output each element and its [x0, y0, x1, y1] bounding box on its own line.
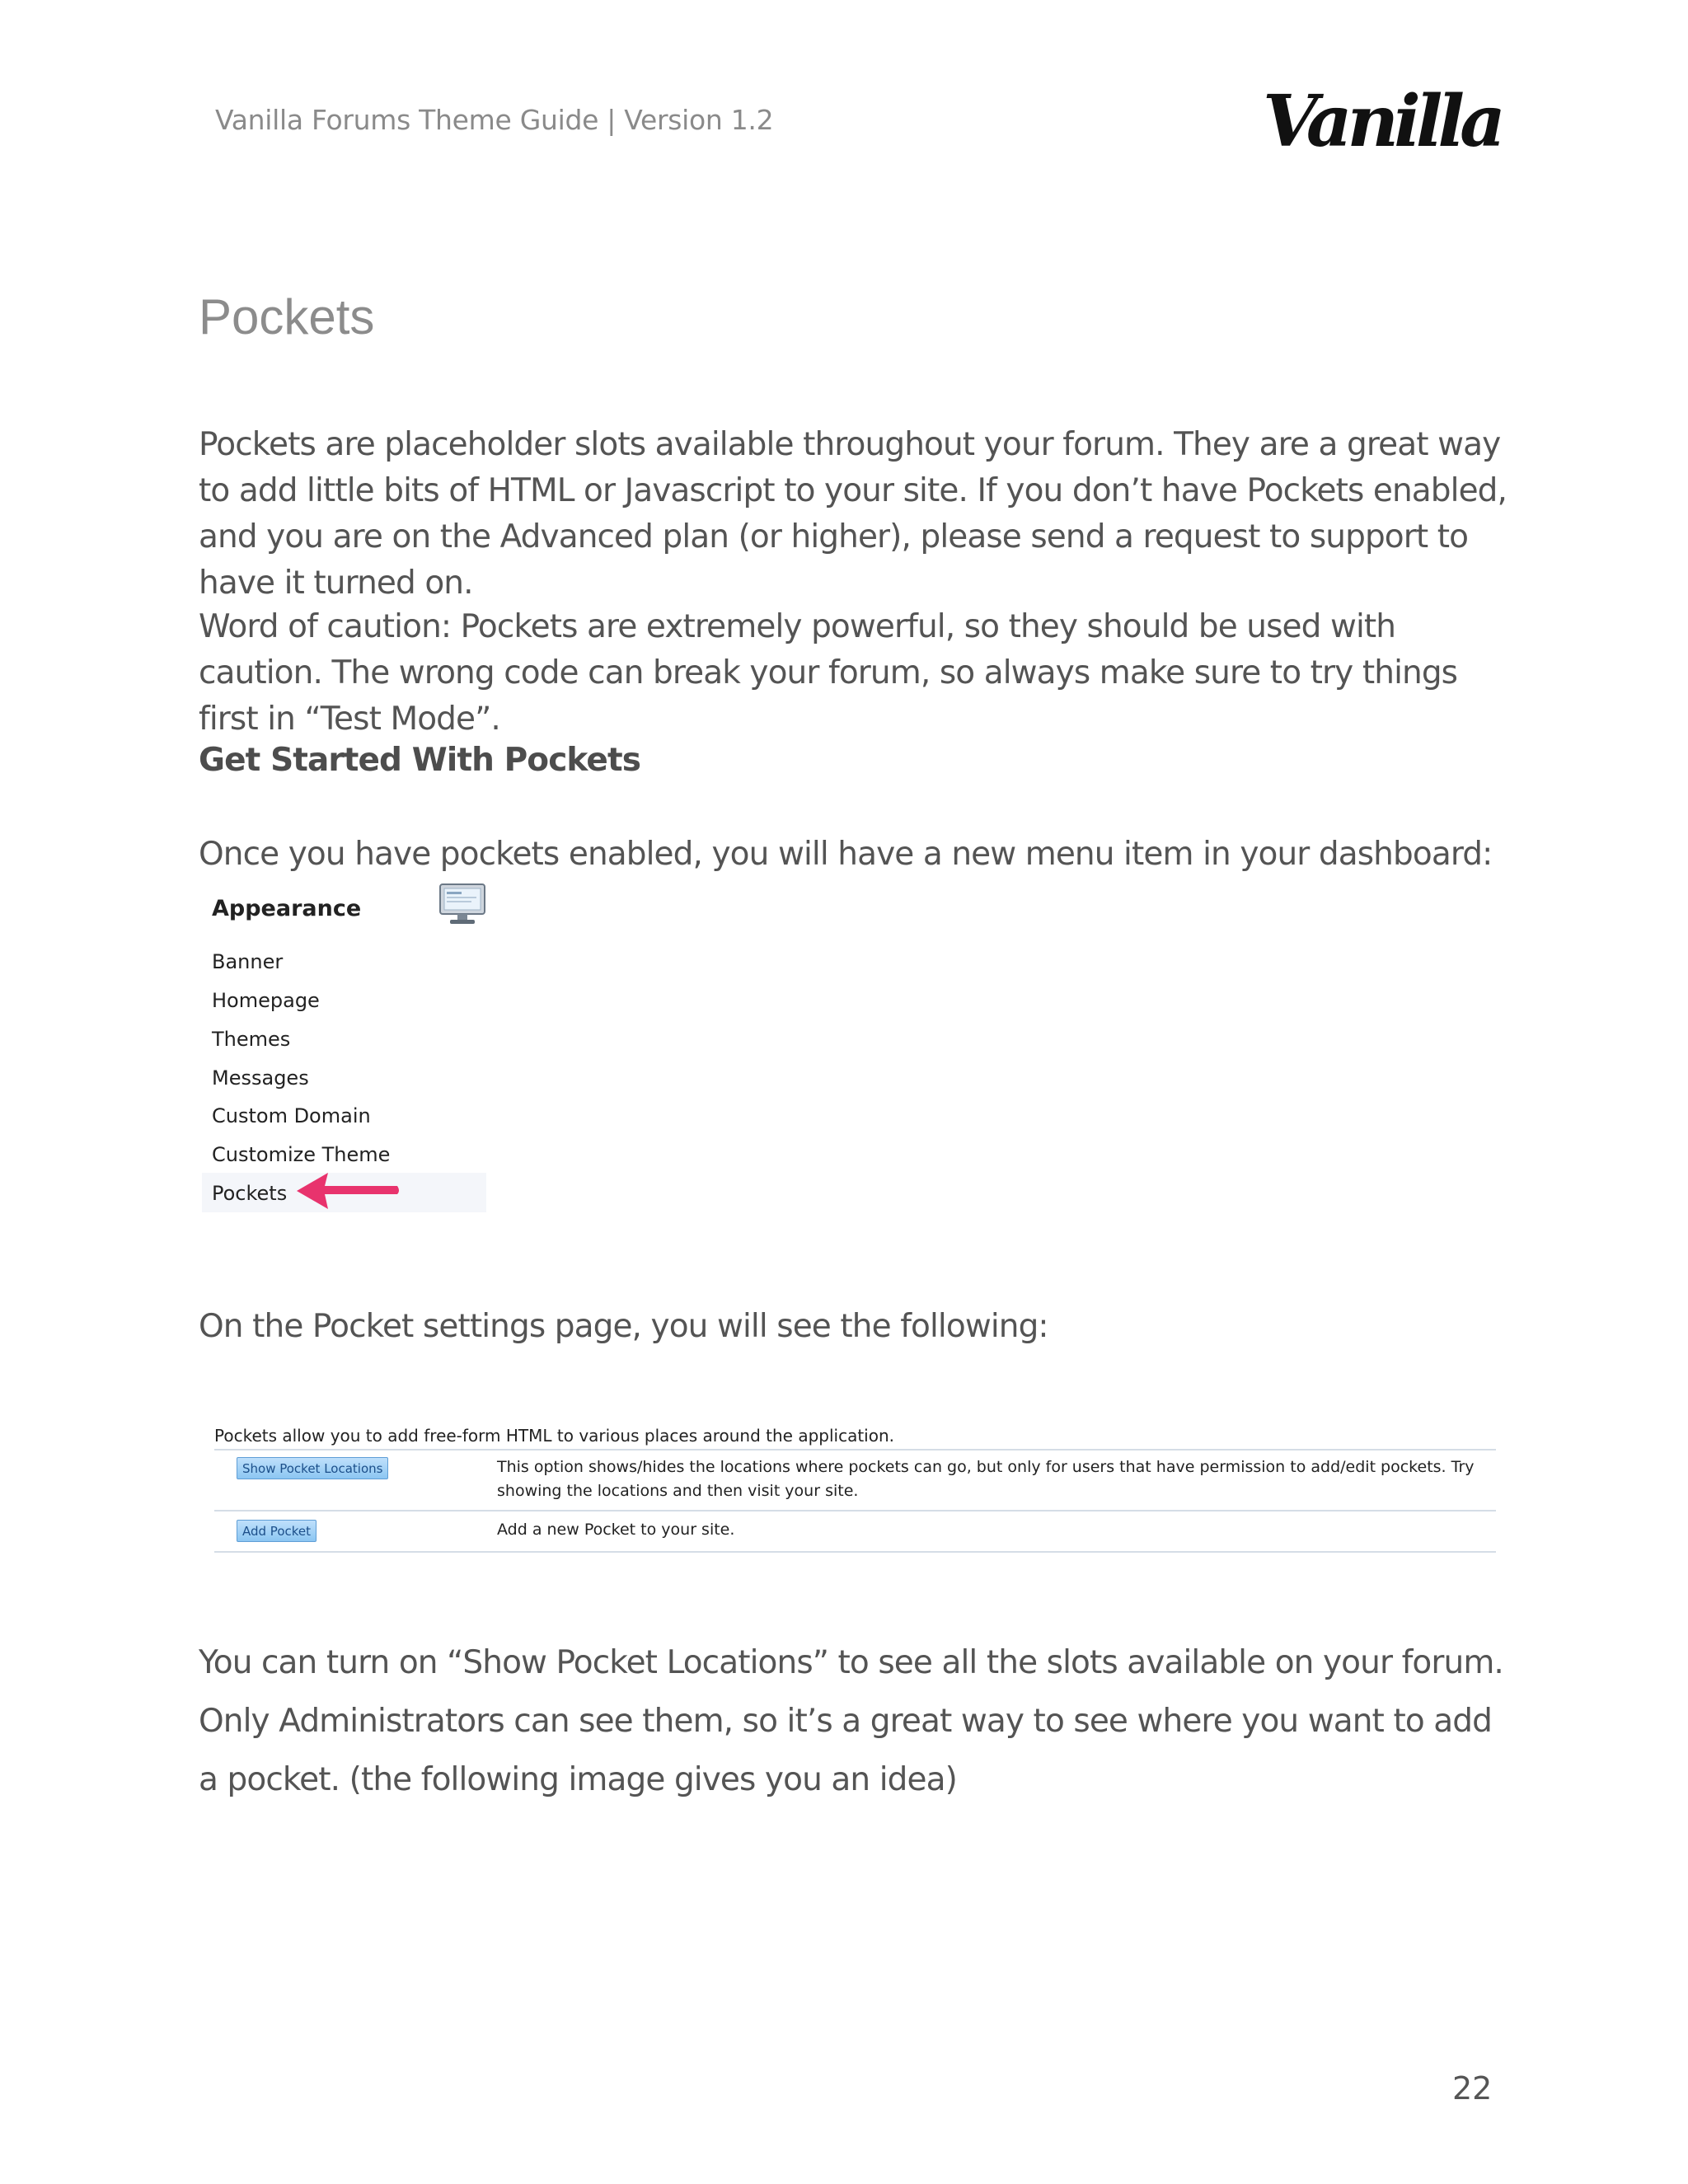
- menu-item-customize-theme[interactable]: Customize Theme: [212, 1143, 391, 1166]
- settings-intro-text: Pockets allow you to add free-form HTML to various places around the application.: [214, 1426, 895, 1446]
- menu-item-homepage[interactable]: Homepage: [212, 989, 320, 1012]
- show-pocket-locations-button[interactable]: Show Pocket Locations: [237, 1457, 388, 1479]
- show-locations-description: This option shows/hides the locations where pockets can go, but only for users that have permission to add/edit pockets. Try showing the locations and then visit your site.: [497, 1458, 1475, 1500]
- caution-paragraph: Word of caution: Pockets are extremely powerful, so they should be used with caution. The wrong code can break your forum, so always make sure to try things first in “Test Mode”.: [199, 608, 1458, 738]
- menu-item-pockets[interactable]: Pockets: [212, 1182, 288, 1205]
- divider: [214, 1449, 1496, 1451]
- add-pocket-button[interactable]: Add Pocket: [237, 1520, 316, 1542]
- monitor-icon: [437, 883, 488, 926]
- page-title: Pockets: [199, 289, 375, 344]
- menu-item-themes[interactable]: Themes: [212, 1028, 291, 1051]
- menu-intro-paragraph: Once you have pockets enabled, you will have a new menu item in your dashboard:: [199, 836, 1493, 873]
- divider: [214, 1510, 1496, 1511]
- menu-item-custom-domain[interactable]: Custom Domain: [212, 1104, 371, 1127]
- page-number: 22: [1452, 2070, 1493, 2107]
- add-pocket-description: Add a new Pocket to your site.: [497, 1521, 735, 1539]
- svg-text:Vanilla: Vanilla: [1263, 80, 1501, 163]
- arrow-pointer-icon: [288, 1166, 404, 1216]
- menu-item-messages[interactable]: Messages: [212, 1066, 309, 1090]
- intro-paragraph: Pockets are placeholder slots available throughout your forum. They are a great way to add little bits of HTML or Javascript to your site. If you don’t have Pockets enabled, and you are on the Advanced plan (or higher), please send a request to support to have it turned on.: [199, 426, 1507, 602]
- section-heading: Get Started With Pockets: [199, 742, 641, 779]
- appearance-menu-screenshot: [198, 878, 495, 1224]
- settings-intro-paragraph: On the Pocket settings page, you will see the following:: [199, 1308, 1048, 1345]
- show-locations-paragraph: You can turn on “Show Pocket Locations” to see all the slots available on your forum. Only Administrators can see them, so it’s a great way to see where you want to add a pocket. (the following image gives you an idea): [199, 1644, 1503, 1798]
- menu-item-banner[interactable]: Banner: [212, 950, 284, 973]
- document-header: Vanilla Forums Theme Guide | Version 1.2: [215, 104, 774, 136]
- pocket-settings-screenshot: [210, 1418, 1496, 1558]
- vanilla-logo: [1259, 78, 1501, 165]
- divider: [214, 1551, 1496, 1553]
- menu-title: Appearance: [212, 896, 362, 921]
